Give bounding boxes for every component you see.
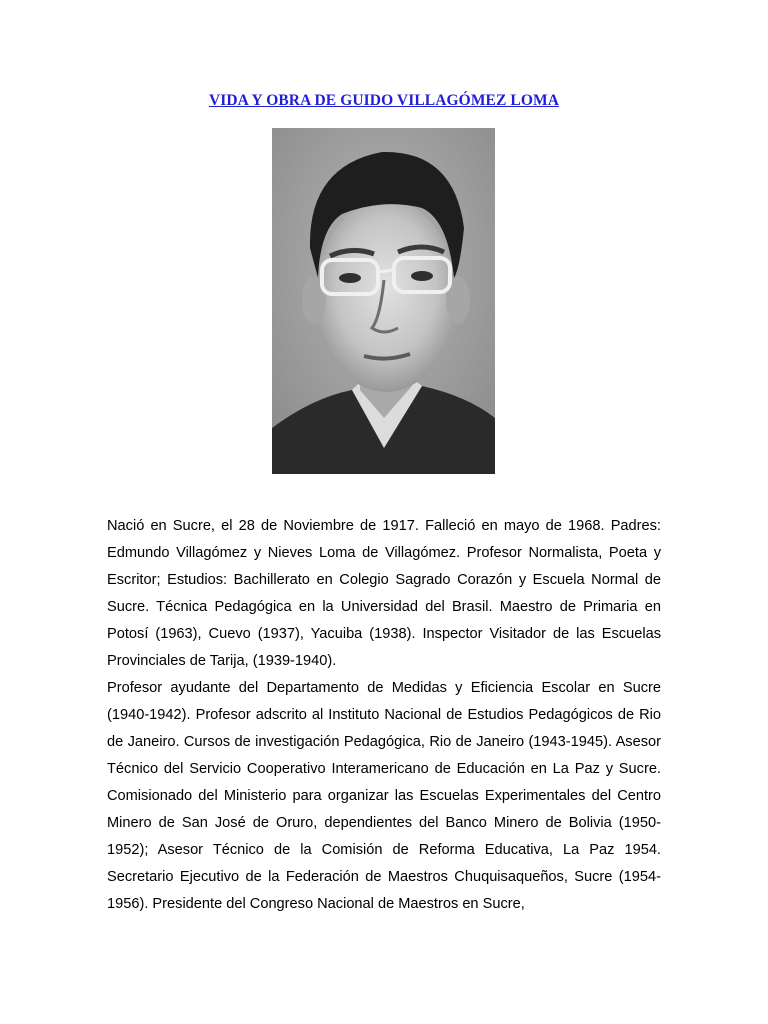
biography-text [107, 513, 661, 918]
paragraph: Profesor ayudante del Departamento de Medidas y Eficiencia Escolar en Sucre (1940-1942). Profesor adscrito al Instituto Nacional de Estudios Pedagógicos de Rio de Janeiro. Cursos de investigación Pedagógica, Rio de Janeiro (1943-1945). Asesor Técnico del Servicio Cooperativo Interamericano de Educación en La Paz y Sucre. Comisionado del Ministerio para organizar las Escuelas Experimentales del Centro Minero de San José de Oruro, dependientes del Banco Minero de Bolivia (1950-1952); Asesor Técnico de la Comisión de Reforma Educativa, La Paz 1954. Secretario Ejecutivo de la Federación de Maestros Chuquisaqueños, Sucre (1954-1956). Presidente del Congreso Nacional de Maestros en Sucre, [107, 680, 661, 912]
paragraph: Nació en Sucre, el 28 de Noviembre de 1917. Falleció en mayo de 1968. Padres: Edmundo Villagómez y Nieves Loma de Villagómez. Profesor Normalista, Poeta y Escritor; Estudios: Bachillerato en Colegio Sagrado Corazón y Escuela Normal de Sucre. Técnica Pedagógica en la Universidad del Brasil. Maestro de Primaria en Potosí (1963), Cuevo (1937), Yacuiba (1938). Inspector Visitador de las Escuelas Provinciales de Tarija, (1939-1940). [107, 518, 661, 669]
portrait-photo [272, 128, 495, 474]
page-title[interactable]: VIDA Y OBRA DE GUIDO VILLAGÓMEZ LOMA [208, 92, 560, 109]
